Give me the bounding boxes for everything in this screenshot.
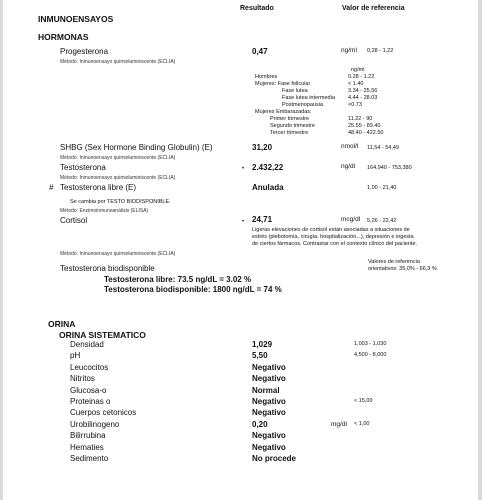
- ref-table-label: Mujeres Embarazadas:: [255, 109, 312, 115]
- test-name-free-testosterone: Testosterona libre (E): [60, 183, 137, 192]
- test-ref-progesterone: 0,28 - 1,22: [367, 48, 394, 54]
- test-ref-free-testosterone: 1,00 - 21,40: [367, 185, 397, 191]
- urine-test-ref: 1,003 - 1,030: [354, 341, 387, 347]
- urine-test-value: Negativo: [252, 442, 286, 452]
- ref-table-label: Primer trimestre: [270, 116, 310, 122]
- biodisp-ref-values: orientativos: 35,0% - 66,3 %: [368, 266, 437, 272]
- abnormal-flag: •: [242, 166, 245, 172]
- urine-test-ref: < 1,00: [354, 420, 370, 427]
- method-note: Método: Inmunoensayo quimioluminiscente (ECLIA): [60, 175, 176, 181]
- ref-table-label: Fase lutea: [282, 88, 308, 94]
- biodisp-ref-label: Valores de referencia: [368, 259, 420, 265]
- test-value-testosterone: 2.432,22: [252, 163, 284, 172]
- urine-test-value: 1,029: [252, 340, 273, 349]
- section-title-urine: ORINA: [48, 319, 76, 329]
- method-note: Método: Inmunoensayo quimioluminiscente (ECLIA): [60, 251, 176, 257]
- urine-test-name: pH: [70, 351, 81, 361]
- ref-table-value: 4.44 - 28.03: [348, 95, 378, 101]
- ref-table-label: Hombres: [255, 74, 278, 80]
- test-value-free-testosterone: Anulada: [252, 183, 284, 192]
- ref-table-label: Fase lutea intermedia: [282, 95, 335, 101]
- ref-table-label: Tercer trimestre: [270, 130, 309, 136]
- method-note: Método: Inmunoensayo quimioluminiscente (ECLIA): [60, 155, 176, 161]
- urine-test-value: Negativo: [252, 408, 286, 418]
- urine-test-name: Hematies: [70, 442, 104, 452]
- comment-line: estrés (plebotomía, cirugía, hospitalización...), depresión e ingesta: [252, 234, 414, 240]
- test-name-cortisol: Cortisol: [60, 216, 88, 225]
- urine-test-value: 5,50: [252, 351, 268, 361]
- page-border-right: [478, 0, 482, 500]
- page-border-left: [0, 0, 3, 500]
- section-title-immunoassays: INMUNOENSAYOS: [38, 14, 114, 24]
- reference-column-header: Valor de referencia: [342, 5, 405, 12]
- test-name-shbg: SHBG (Sex Hormone Binding Globulin) (E): [60, 143, 213, 152]
- urine-test-name: Sedimento: [70, 454, 109, 463]
- urine-test-value: Negativo: [252, 431, 286, 441]
- urine-test-value: 0,20: [252, 419, 268, 429]
- test-value-cortisol: 24,71: [252, 215, 273, 224]
- urine-test-value: Negativo: [252, 397, 286, 406]
- ref-table-value: 11.22 - 90: [348, 116, 373, 122]
- ref-table-value: 3.34 - 25.56: [348, 88, 378, 94]
- urine-test-name: Leucocitos: [70, 362, 109, 372]
- section-title-hormones: HORMONAS: [38, 32, 89, 42]
- urine-test-name: Proteinas o: [70, 397, 111, 406]
- method-note: Método: Inmunoensayo quimioluminiscente (ECLIA): [60, 59, 176, 65]
- comment-line: de ciertos fármacos. Contrastar con el contexto clínico del paciente.: [252, 241, 418, 247]
- urine-test-value: Negativo: [252, 374, 286, 384]
- bioavailable-testosterone-calc: Testosterona biodisponible: 1800 ng/dL = 74 %: [104, 285, 282, 294]
- free-testosterone-calc: Testosterona libre: 73.5 ng/dL = 3.02 %: [104, 275, 252, 284]
- test-name-testosterone: Testosterona: [60, 163, 106, 172]
- urine-test-name: Nitritos: [70, 374, 95, 384]
- test-note-free-testosterone: Se cambia por TESTO BIODISPONIBLE.: [70, 199, 171, 205]
- test-name-progesterone: Progesterona: [60, 47, 109, 56]
- test-ref-shbg: 11,54 - 54,49: [367, 145, 400, 151]
- abnormal-flag: •: [242, 219, 245, 225]
- ref-table-unit: ng/ml: [351, 67, 365, 73]
- test-value-shbg: 31,20: [252, 143, 273, 152]
- test-ref-testosterone: 164,940 - 753,380: [367, 165, 412, 171]
- ref-table-value: 48.40 - 422.50: [348, 130, 384, 136]
- urine-test-name: Urobilinogeno: [70, 419, 120, 429]
- urine-test-name: Bilirrubina: [70, 431, 106, 441]
- urine-test-name: Densidad: [70, 340, 104, 349]
- test-unit-progesterone: ng/ml: [341, 47, 357, 54]
- result-column-header: Resultado: [240, 5, 274, 12]
- urine-test-name: Cuerpos cetonicos: [70, 408, 137, 418]
- test-name-bioavailable-testosterone: Testosterona biodisponible: [60, 264, 155, 273]
- ref-table-value: < 1.40: [348, 81, 364, 87]
- ref-table-value: 0.28 - 1.22: [348, 74, 375, 80]
- urine-test-ref: 4,500 - 8,000: [354, 352, 387, 359]
- ref-table-value: <0.73: [348, 102, 362, 108]
- urine-test-unit: mg/dl: [331, 420, 347, 428]
- cancelled-marker: #: [49, 183, 54, 192]
- ref-table-value: 25.55 - 89.40: [348, 123, 381, 129]
- urine-test-name: Glucosa-o: [70, 385, 107, 395]
- ref-table-label: Postmenopausia: [282, 102, 323, 108]
- section-title-urinalysis: ORINA SISTEMATICO: [59, 330, 146, 340]
- urine-test-value: No procede: [252, 454, 297, 463]
- test-ref-cortisol: 5,26 - 22,42: [367, 218, 397, 224]
- comment-line: Ligeras elevaciones de cortisol están asociadas a situaciones de: [252, 227, 410, 233]
- test-unit-cortisol: mcg/dl: [341, 216, 361, 223]
- test-unit-testosterone: ng/dl: [341, 163, 356, 170]
- ref-table-label: Mujeres: Fase folicular: [255, 81, 311, 87]
- test-unit-shbg: nmol/l: [341, 143, 359, 150]
- urine-test-value: Negativo: [252, 362, 286, 372]
- urine-test-ref: < 15,00: [354, 398, 373, 404]
- urine-test-value: Normal: [252, 385, 280, 395]
- ref-table-label: Segundo trimestre: [270, 123, 315, 129]
- method-note-elisa: Método: Enzimoinmunoanálisis (ELISA): [60, 208, 149, 214]
- test-value-progesterone: 0,47: [252, 47, 268, 56]
